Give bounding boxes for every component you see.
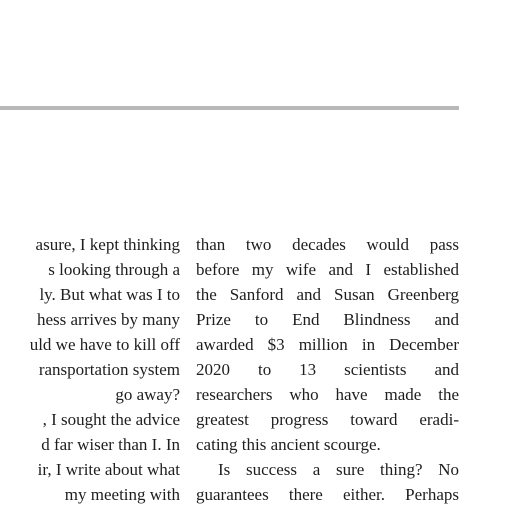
text-line: , I sought the advice — [42, 410, 180, 429]
text-line: my meeting with — [64, 485, 180, 504]
text-line: asure, I kept thinking — [35, 235, 180, 254]
text-line: than two decades would pass — [196, 235, 459, 254]
horizontal-rule — [0, 106, 459, 110]
text-line: ly. But what was I to — [39, 285, 180, 304]
text-line: Prize to End Blindness and — [196, 310, 459, 329]
left-text-column — [30, 232, 180, 507]
text-line: uld we have to kill off — [29, 335, 180, 354]
text-line: Is success a sure thing? No — [218, 460, 459, 479]
text-line: 2020 to 13 scientists and — [196, 360, 459, 379]
text-line: greatest progress toward eradi- — [196, 410, 459, 429]
text-line: cating this ancient scourge. — [196, 435, 381, 454]
text-line: d far wiser than I. In — [41, 435, 180, 454]
text-line: ir, I write about what — [37, 460, 180, 479]
text-line: guarantees there either. Perhaps — [196, 485, 459, 504]
text-line: ransportation system — [38, 360, 180, 379]
text-line: s looking through a — [48, 260, 180, 279]
text-line: hess arrives by many — [36, 310, 180, 329]
text-line: go away? — [115, 385, 180, 404]
text-line: the Sanford and Susan Greenberg — [196, 285, 459, 304]
text-line: researchers who have made the — [196, 385, 459, 404]
text-line: before my wife and I established — [196, 260, 459, 279]
text-line: awarded $3 million in December — [196, 335, 459, 354]
right-text-column — [196, 232, 459, 507]
